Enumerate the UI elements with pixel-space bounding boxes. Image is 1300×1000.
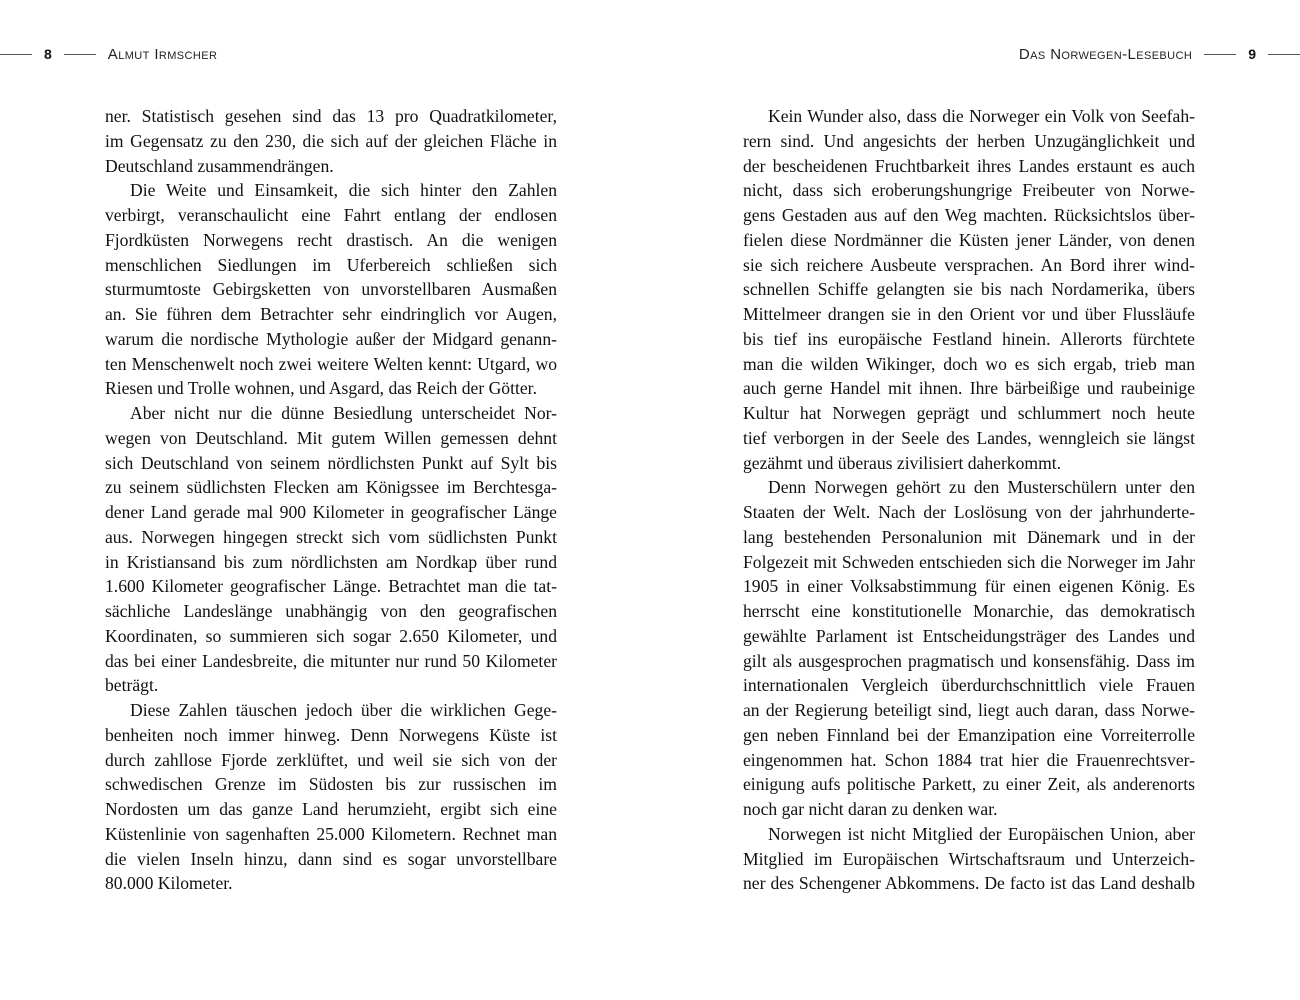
text-line: Norwegen ist nicht Mitglied der Europäischen Union, aber [768, 823, 1195, 844]
text-line: menschlichen Siedlungen im Uferbereich schließen sich [105, 254, 557, 275]
right-page-body [743, 104, 1195, 896]
text-line: durch zahllose Fjorde zerklüftet, und weil sie sich von der [105, 749, 557, 770]
paragraph [105, 401, 557, 698]
text-line: verbirgt, veranschaulicht eine Fahrt entlang der endlosen [105, 205, 557, 225]
text-line: zu seinem südlichsten Flecken am Königssee im Berchtesga- [105, 477, 557, 498]
text-line: sich Deutschland von seinem nördlichsten Punkt auf Sylt bis [105, 452, 557, 473]
text-line: 1905 in einer Volksabstimmung für einen eigenen König. Es [743, 576, 1195, 597]
text-line: 80.000 Kilometer. [105, 873, 233, 894]
text-line: wegen von Deutschland. Mit gutem Willen gemessen dehnt [105, 427, 557, 448]
text-line: einigung aufs politische Parkett, zu einer Zeit, als anderenorts [743, 774, 1195, 795]
text-line: gens Gestaden aus auf den Weg machten. Rücksichtslos über- [743, 205, 1195, 225]
text-line: an. Sie führen dem Betrachter sehr eindringlich vor Augen, [105, 304, 557, 324]
text-line: lang bestehenden Personalunion mit Dänemark und in der [743, 526, 1195, 547]
text-line: fielen diese Nordmänner die Küsten jener Länder, von denen [743, 229, 1195, 250]
header-rule [1268, 54, 1300, 55]
text-line: bis tief ins europäische Festland hinein. Allerorts fürchtete [743, 328, 1195, 349]
text-line: schwedischen Grenze im Südosten bis zur russischen im [105, 774, 557, 795]
left-page-body [105, 104, 557, 896]
header-rule [64, 54, 96, 55]
text-line: ten Menschenwelt noch zwei weitere Welten kennt: Utgard, wo [105, 353, 557, 374]
text-line: Küstenlinie von sagenhaften 25.000 Kilometern. Rechnet man [105, 823, 557, 844]
text-line: Die Weite und Einsamkeit, die sich hinter den Zahlen [130, 180, 557, 201]
text-line: Aber nicht nur die dünne Besiedlung unterscheidet Nor- [130, 403, 557, 423]
paragraph [743, 475, 1195, 822]
paragraph [105, 698, 557, 896]
text-line: warum die nordische Mythologie außer der Midgard genann- [105, 328, 557, 349]
text-line: eingenommen hat. Schon 1884 trat hier die Frauenrechtsver- [743, 749, 1195, 770]
text-line: benheiten noch immer hinweg. Denn Norwegens Küste ist [105, 724, 557, 745]
text-line: noch gar nicht daran zu denken war. [743, 799, 998, 819]
text-line: Deutschland zusammendrängen. [105, 155, 334, 176]
text-line: Nordosten um das ganze Land herumzieht, ergibt sich eine [105, 799, 557, 819]
text-line: Denn Norwegen gehört zu den Musterschülern unter den [768, 477, 1195, 498]
text-line: rern sind. Und angesichts der herben Unzugänglichkeit und [743, 130, 1195, 151]
text-line: Folgezeit mit Schweden entschieden sich die Norweger im Jahr [743, 551, 1195, 572]
paragraph [743, 104, 1195, 475]
text-line: sie sich reichere Ausbeute versprachen. An Bord ihrer wind- [743, 254, 1195, 275]
text-line: die vielen Inseln hinzu, dann sind es sogar unvorstellbare [105, 848, 557, 869]
text-line: an der Regierung beteiligt sind, liegt auch daran, dass Norwe- [743, 700, 1195, 720]
text-line: gewählte Parlament ist Entscheidungsträger des Landes und [743, 625, 1195, 646]
text-line: beträgt. [105, 675, 159, 696]
text-line: Staaten der Welt. Nach der Loslösung von der jahrhunderte- [743, 502, 1195, 522]
text-line: dener Land gerade mal 900 Kilometer in geografischer Länge [105, 502, 557, 522]
text-line: sächliche Landeslänge unabhängig von den geografischen [105, 601, 557, 621]
text-line: im Gegensatz zu den 230, die sich auf der gleichen Fläche in [105, 130, 557, 151]
left-running-title-author: Almut Irmscher [107, 45, 218, 63]
left-page-header [0, 42, 217, 66]
text-line: sturmumtoste Gebirgsketten von unvorstellbaren Ausmaßen [105, 279, 557, 300]
paragraph [743, 822, 1195, 896]
text-line: tief verborgen in der Seele des Landes, wenngleich sie längst [743, 427, 1195, 448]
text-line: Fjordküsten Norwegens recht drastisch. An die wenigen [105, 229, 557, 250]
text-line: man die wilden Wikinger, doch wo es sich ergab, trieb man [743, 353, 1195, 374]
text-line: gen neben Finnland bei der Emanzipation eine Vorreiterrolle [743, 724, 1195, 745]
text-line: ner des Schengener Abkommens. De facto ist das Land deshalb [743, 873, 1195, 894]
text-line: Mittelmeer drangen sie in den Orient vor und über Flussläufe [743, 304, 1195, 324]
text-line: ner. Statistisch gesehen sind das 13 pro Quadratkilometer, [105, 106, 557, 126]
text-line: Kein Wunder also, dass die Norweger ein Volk von Seefah- [768, 106, 1195, 126]
text-line: Diese Zahlen täuschen jedoch über die wirklichen Gege- [130, 700, 557, 720]
header-rule [1204, 54, 1236, 55]
right-page-number: 9 [1248, 46, 1256, 62]
right-page-header [1019, 42, 1300, 66]
text-line: Koordinaten, so summieren sich sogar 2.650 Kilometer, und [105, 625, 557, 646]
text-line: aus. Norwegen hingegen streckt sich vom südlichsten Punkt [105, 526, 557, 547]
text-line: internationalen Vergleich überdurchschnittlich viele Frauen [743, 675, 1195, 696]
text-line: gilt als ausgesprochen pragmatisch und konsensfähig. Dass im [743, 650, 1195, 671]
text-line: Riesen und Trolle wohnen, und Asgard, das Reich der Götter. [105, 378, 537, 399]
left-page-number: 8 [44, 46, 52, 62]
paragraph [105, 104, 557, 178]
text-line: das bei einer Landesbreite, die mitunter nur rund 50 Kilometer [105, 650, 557, 671]
text-line: Kultur hat Norwegen geprägt und schlummert noch heute [743, 403, 1195, 423]
paragraph [105, 178, 557, 401]
right-running-title-book: Das Norwegen-Lesebuch [1018, 45, 1193, 63]
text-line: Mitglied im Europäischen Wirtschaftsraum und Unterzeich- [743, 848, 1195, 869]
text-line: gezähmt und überaus zivilisiert daherkommt. [743, 452, 1062, 473]
text-line: in Kristiansand bis zum nördlichsten am Nordkap über rund [105, 551, 557, 572]
text-line: auch gerne Handel mit ihnen. Ihre bärbeißige und raubeinige [743, 378, 1195, 399]
text-line: 1.600 Kilometer geografischer Länge. Betrachtet man die tat- [105, 576, 557, 597]
text-line: der bescheidenen Fruchtbarkeit ihres Landes erstaunt es auch [743, 155, 1195, 176]
header-rule [0, 54, 32, 55]
text-line: herrscht eine konstitutionelle Monarchie, das demokratisch [743, 601, 1195, 621]
text-line: schnellen Schiffe gelangten sie bis nach Nordamerika, übers [743, 279, 1195, 300]
text-line: nicht, dass sich eroberungshungrige Freibeuter von Norwe- [743, 180, 1195, 201]
